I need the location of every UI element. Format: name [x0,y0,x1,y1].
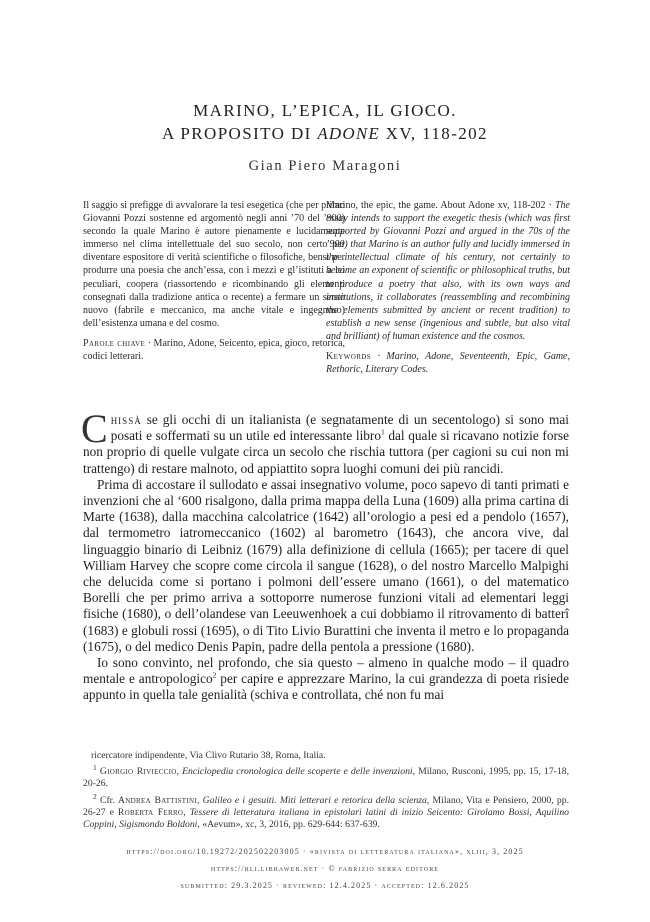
abstract-english [326,199,570,376]
keywords-italian-values: · Marino, Adone, Seicento, epica, gioco, retorica, codici letterari. [83,337,346,363]
title-line2-suffix: XV, 118-202 [380,124,488,143]
footnote-ref-2[interactable]: 2 [212,670,217,680]
title-line2-prefix: A PROPOSITO DI [162,124,318,143]
publisher-url-line[interactable]: https://rli.libraweb.net · © fabrizio serra editore [210,864,440,873]
footnote-ref-1[interactable]: 1 [381,427,385,437]
keywords-italian-label: Parole chiave [83,337,146,349]
author-name: Gian Piero Maragoni [248,158,402,174]
footnote-1-number: 1 [93,762,97,772]
doi-journal-line[interactable]: https://doi.org/10.19272/202502203005 · «rivista di letteratura italiana», xliii, 3, 2025 [126,847,524,856]
footnote-2-title1: Galileo e i gesuiti. Miti letterari e retorica della scienza [202,794,427,806]
footnote-2-mid: , Milano, Vita e Pensiero, 2000, pp. 26-27 e [83,794,570,818]
submission-dates-line: submitted: 29.3.2025 · reviewed: 12.4.2025 · accepted: 12.6.2025 [180,881,470,890]
paragraph-3-text-b: per capire e apprezzare Marino, la cui grandezza di poeta risiede appunto in quella tale genialità (schiva e controllata, ché non fu mai [83,671,569,703]
opening-smallcaps: hissà [110,412,142,427]
footnote-2-title2: Tessere di letteratura italiana in epistolari latini di inizio Seicento: Girolamo Bossi, Aquilino Coppini, Sigismondo Boldoni [83,806,570,831]
footnote-2-rest: , «Aevum», xc, 3, 2016, pp. 629-644: 637-639. [197,819,380,831]
keywords-english-label: Keywords [326,351,372,363]
footnote-2-author2: Roberta Ferro [117,806,184,818]
title-line2-italic: ADONE [317,124,381,143]
abstract-italian [83,199,345,363]
drop-cap: C [81,406,108,451]
body-paragraph-1 [81,406,569,477]
footnote-1-rest: , Milano, Rusconi, 1995, pp. 15, 17-18, 20-26. [83,766,570,790]
footnote-1: $^1$ Giorgio Rivieccio, Enciclopedia cronologica delle scoperte e delle invenzioni, Milano, Rusconi, 1995, pp. 15, 17-18, 20-26. [83,762,570,790]
footnote-2-number: 2 [93,791,97,801]
paragraph-1-text-a: se gli occhi di un italianista (e segnatamente di un secentologo) si sono mai posati e soffermati su un utile ed interessante libro [110,412,569,444]
footnote-2-author1: Andrea Battistini [118,794,197,806]
article-title-line1: MARINO, L’EPICA, IL GIOCO. [193,101,457,120]
keywords-english [326,350,570,376]
paragraph-1-text-b: dal quale si ricavano notizie forse non proprio di quelle vulgate circa un secolo che rischia tuttora (per cagioni su cui non mi trattengo) di restare malnoto, od appiattito sopra luoghi comuni dei più rancidi. [83,428,569,476]
abstract-english-lead: Marino, the epic, the game. About Adone xv, 118-202 · [326,200,555,211]
paragraph-3-text-a: Io sono convinto, nel profondo, che sia questo – almeno in qualche modo – il quadro mentale e antropologico [83,655,569,687]
abstract-english-text: The essay intends to support the exegetic thesis (which was first supported by Giovanni Pozzi and argued in the 70s of the ’900) that Marino is an author fully and lucidly immersed in the intellectual climate of his century, not certainly to become an exponent of scientific or philosophical truths, but to produce a poetry that also, with its own ways and institutions, it collaborates (reassembling and recombining the elements submitted by ancient or recent tradition) to establish a new sense (ingenious and subtle, but also vital and brilliant) of human existence and the cosmos. [326,200,570,342]
keywords-english-values: · Marino, Adone, Seventeenth, Epic, Game, Rethoric, Literary Codes. [326,351,570,376]
keywords-italian [83,337,345,363]
footnotes [83,750,569,835]
author-affiliation: ricercatore indipendente, Via Clivo Rutario 38, Roma, Italia. [91,750,326,761]
footnote-2-prefix: Cfr. [99,794,119,806]
abstract-italian-text: Il saggio si prefigge di avvalorare la tesi esegetica (che per primo Giovanni Pozzi sostenne ed argomentò negli anni ’70 del ’900) secondo la quale Marino è autore pienamente e lucidamente immerso nel clima intellettuale del suo secolo, non certo per diventare espositore di verità scientifiche o filosofiche, bensì per produrre una poesia che anch’essa, con i mezzi e gl’istituti a lei peculiari, coopera (riassortendo e ricombinando gli elementi consegnati dalla tradizione antica o recente) a fermare un senso nuovo (fabrile e meccanico, ma anche vitale e ingegnoso) dell’esistenza umana e del cosmo. [83,200,345,329]
footnote-2: $^2$ Cfr. Andrea Battistini, Galileo e i gesuiti. Miti letterari e retorica della scienza, Milano, Vita e Pensiero, 2000, pp. 26-27 e Roberta Ferro, Tessere di letteratura italiana in epistolari latini di inizio Seicento: Girolamo Bossi, Aquilino Coppini, Sigismondo Boldoni, «Aevum», xc, 3, 2016, pp. 629-644: 637-639. [83,791,570,831]
footnote-1-title: Enciclopedia cronologica delle scoperte e delle invenzioni [182,766,413,778]
article-title-line2 [0,124,650,144]
article-body [81,406,569,704]
body-paragraph-2: Prima di accostare il sullodato e assai insegnativo volume, poco sapevo di tanti primati e invenzioni che al ‘600 risalgono, dalla prima mappa della Luna (1609) alla prima cartina di Marte (1638), dalla macchina calcolatrice (1642) all’orologio a pesi ed a pendolo (1657), dal termometro iatromeccanico (1602) al barometro (1643), che ancora vive, dal linguaggio binario di Leibniz (1679) alla definizione di cellula (1665); per tacere di quel William Harvey che scopre come circola il sangue (1628), o del nostro Marcello Malpighi che delucida come si portano i polmoni dell’essere umano (1661), o del matematico Borelli che per primo arriva a sottoporre numerose funzioni vitali ad elementari leggi fisiche (1680), o dell’olandese van Leeuwenhoek a cui dobbiamo il ritrovamento di batterî (1683) e globuli rossi (1695), o di Tito Livio Burattini che inventa il metro e lo propaganda (1675), o del medico Denis Papin, padre della pentola a pressione (1680). [83,476,569,654]
body-paragraph-3 [83,655,569,704]
abstract-english-body [326,199,570,343]
footnote-1-author: Giorgio Rivieccio [99,766,177,778]
